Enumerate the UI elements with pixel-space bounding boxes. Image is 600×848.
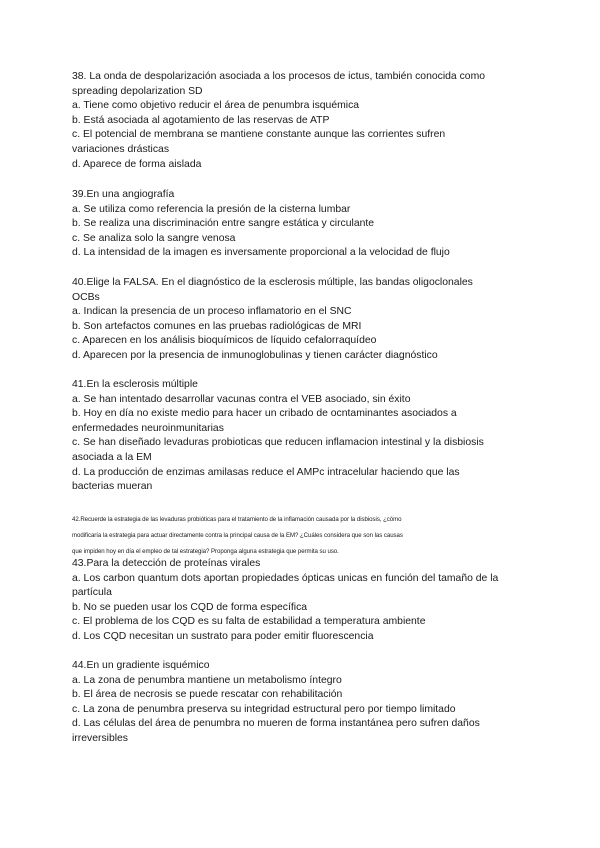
question-41: [72, 378, 534, 495]
option-a: a. La zona de penumbra mantiene un metabolismo íntegro: [72, 674, 342, 686]
option-c: c. El potencial de membrana se mantiene constante aunque las corrientes sufren: [72, 129, 446, 141]
option-b: b. Hoy en día no existe medio para hacer un cribado de ocntaminantes asociados a: [72, 408, 457, 420]
question-text-continued: modificaría la estrategia para actuar directamente contra la principal causa de la EM? ¿Cuáles considera que son las causas: [72, 532, 403, 540]
question-stem: 41.En la esclerosis múltiple: [72, 379, 198, 390]
option-c-continued: asociada a la EM: [72, 451, 152, 463]
option-b-continued: enfermedades neuroinmunitarias: [72, 422, 224, 434]
question-stem: 39.En una angiografía: [72, 189, 175, 200]
option-c-continued: variaciones drásticas: [72, 143, 170, 155]
question-stem: 40.Elige la FALSA. En el diagnóstico de la esclerosis múltiple, las bandas oligoclonales: [72, 277, 473, 288]
option-c: c. El problema de los CQD es su falta de estabilidad a temperatura ambiente: [72, 616, 426, 628]
option-d-continued: bacterias mueran: [72, 481, 153, 493]
question-40: [72, 276, 534, 364]
question-stem: 38. La onda de despolarización asociada a los procesos de ictus, también conocida como: [72, 71, 485, 82]
question-stem-continued: OCBs: [72, 291, 100, 303]
question-42: [72, 509, 534, 563]
option-d-continued: irreversibles: [72, 732, 129, 744]
option-b: b. Se realiza una discriminación entre sangre estática y circulante: [72, 218, 375, 230]
question-39: [72, 188, 534, 261]
option-d: d. La intensidad de la imagen es inversamente proporcional a la velocidad de flujo: [72, 247, 450, 259]
question-text-continued: que impiden hoy en día el empleo de tal estrategia? Proponga alguna estrategia que permita su uso.: [72, 548, 339, 556]
option-b: b. Son artefactos comunes en las pruebas radiológicas de MRI: [72, 320, 362, 332]
option-c: c. Se han diseñado levaduras probioticas que reducen inflamacion intestinal y la disbiosis: [72, 437, 484, 449]
question-stem-continued: spreading depolarization SD: [72, 85, 203, 97]
option-d: d. La producción de enzimas amilasas reduce el AMPc intracelular haciendo que las: [72, 466, 460, 478]
option-c: c. Se analiza solo la sangre venosa: [72, 232, 236, 244]
option-a: a. Los carbon quantum dots aportan propiedades ópticas unicas en función del tamaño de la: [72, 572, 499, 584]
option-b: b. Está asociada al agotamiento de las reservas de ATP: [72, 114, 330, 126]
option-d: d. Los CQD necesitan un sustrato para poder emitir fluorescencia: [72, 630, 374, 642]
option-b: b. No se pueden usar los CQD de forma específica: [72, 601, 308, 613]
question-43: [72, 557, 534, 645]
option-d: d. Aparecen por la presencia de inmunoglobulinas y tienen carácter diagnóstico: [72, 349, 438, 361]
question-44: [72, 659, 534, 747]
question-38: [72, 70, 534, 172]
option-a: a. Tiene como objetivo reducir el área de penumbra isquémica: [72, 100, 360, 112]
option-d: d. Las células del área de penumbra no mueren de forma instantánea pero sufren daños: [72, 718, 480, 730]
question-stem: 43.Para la detección de proteínas virales: [72, 558, 261, 569]
option-a: a. Indican la presencia de un proceso inflamatorio en el SNC: [72, 306, 352, 318]
question-stem: 44.En un gradiente isquémico: [72, 660, 210, 671]
option-c: c. Aparecen en los análisis bioquímicos de líquido cefalorraquídeo: [72, 335, 377, 347]
option-a: a. Se han intentado desarrollar vacunas contra el VEB asociado, sin éxito: [72, 393, 411, 405]
option-a-continued: partícula: [72, 587, 112, 599]
question-text: 42.Recuerde la estrategia de las levaduras probióticas para el tratamiento de la inflamación causada por la disbiosis, ¿cómo: [72, 516, 402, 524]
option-a: a. Se utiliza como referencia la presión de la cisterna lumbar: [72, 203, 351, 215]
option-d: d. Aparece de forma aislada: [72, 158, 202, 170]
option-b: b. El área de necrosis se puede rescatar con rehabilitación: [72, 689, 343, 701]
option-c: c. La zona de penumbra preserva su integridad estructural pero por tiempo limitado: [72, 703, 456, 715]
